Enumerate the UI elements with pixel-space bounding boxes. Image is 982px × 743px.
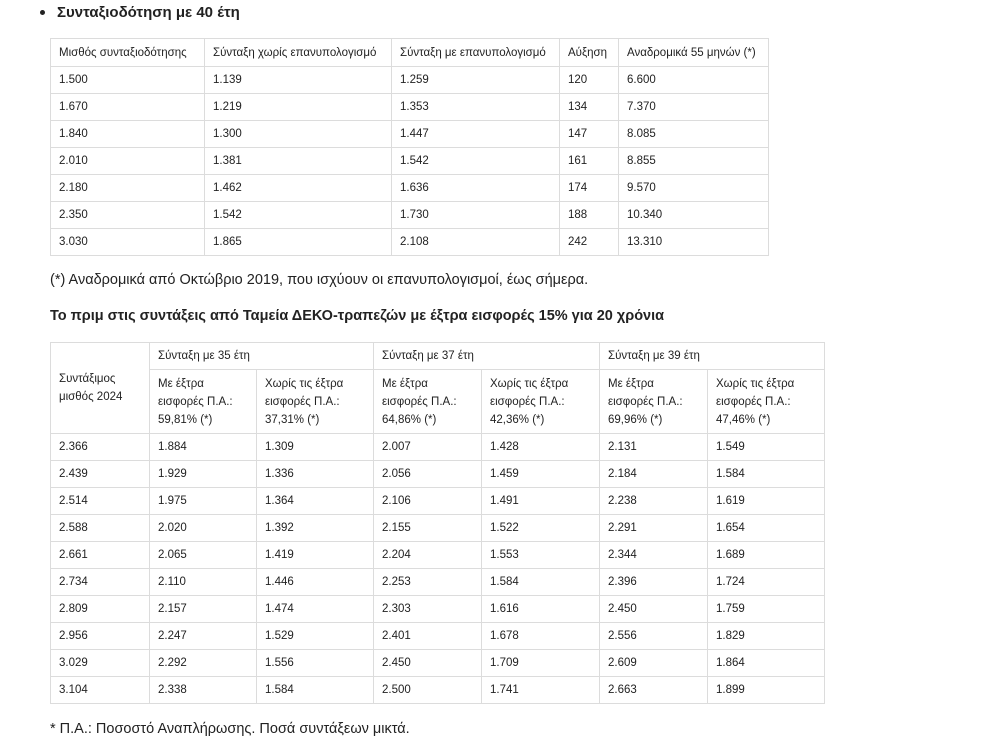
table-row — [51, 202, 769, 229]
table-row — [51, 569, 825, 596]
section2-heading: Το πριμ στις συντάξεις από Ταμεία ΔΕΚΟ-τραπεζών με έξτρα εισφορές 15% για 20 χρόνια — [50, 308, 665, 324]
table-cell: 8.085 — [619, 121, 769, 148]
table2-subheader — [374, 370, 482, 434]
table-cell: 1.139 — [205, 67, 392, 94]
table-cell: 1.884 — [150, 434, 257, 461]
table-cell: 1.678 — [482, 623, 600, 650]
table-row — [51, 67, 769, 94]
table-cell: 3.104 — [51, 677, 150, 704]
table-row — [51, 148, 769, 175]
table-cell: 1.975 — [150, 488, 257, 515]
table-cell: 1.670 — [51, 94, 205, 121]
table-row — [51, 461, 825, 488]
table-cell: 2.338 — [150, 677, 257, 704]
table-cell: 1.556 — [257, 650, 374, 677]
table-cell: 120 — [560, 67, 619, 94]
table-cell: 1.709 — [482, 650, 600, 677]
table2-subheader-row — [51, 370, 825, 434]
table-cell: 188 — [560, 202, 619, 229]
table-cell: 1.724 — [708, 569, 825, 596]
subheader-line: 59,81% (*) — [158, 413, 213, 426]
table-cell: 1.636 — [392, 175, 560, 202]
table2-subheader — [150, 370, 257, 434]
table-cell: 1.259 — [392, 67, 560, 94]
table-cell: 2.020 — [150, 515, 257, 542]
table-cell: 2.184 — [600, 461, 708, 488]
table-cell: 2.010 — [51, 148, 205, 175]
table2-group-header: Σύνταξη με 37 έτη — [374, 343, 600, 370]
table-cell: 1.899 — [708, 677, 825, 704]
table-cell: 2.663 — [600, 677, 708, 704]
table-cell: 2.366 — [51, 434, 150, 461]
table2-subheader — [600, 370, 708, 434]
table-cell: 1.730 — [392, 202, 560, 229]
table-cell: 2.007 — [374, 434, 482, 461]
table-row — [51, 596, 825, 623]
subheader-line: Χωρίς τις έξτρα — [265, 377, 344, 390]
table-cell: 2.809 — [51, 596, 150, 623]
table-cell: 1.529 — [257, 623, 374, 650]
table-row — [51, 175, 769, 202]
table1-header-row — [51, 39, 769, 67]
subheader-line: Με έξτρα — [608, 377, 654, 390]
table-cell: 2.401 — [374, 623, 482, 650]
table-row — [51, 515, 825, 542]
table-cell: 2.734 — [51, 569, 150, 596]
table-cell: 2.556 — [600, 623, 708, 650]
table-cell: 2.292 — [150, 650, 257, 677]
table-cell: 2.056 — [374, 461, 482, 488]
table-cell: 1.929 — [150, 461, 257, 488]
table-cell: 1.584 — [708, 461, 825, 488]
table-cell: 1.553 — [482, 542, 600, 569]
subheader-line: 47,46% (*) — [716, 413, 771, 426]
table-cell: 2.956 — [51, 623, 150, 650]
table1-header-cell: Σύνταξη χωρίς επανυπολογισμό — [205, 39, 392, 67]
table-cell: 8.855 — [619, 148, 769, 175]
table2-subheader — [708, 370, 825, 434]
table-cell: 1.542 — [205, 202, 392, 229]
table2-subheader — [482, 370, 600, 434]
table-cell: 1.336 — [257, 461, 374, 488]
section1-title: Συνταξιοδότηση με 40 έτη — [57, 4, 240, 21]
table-cell: 1.689 — [708, 542, 825, 569]
table-cell: 1.654 — [708, 515, 825, 542]
subheader-line: Με έξτρα — [158, 377, 204, 390]
table-cell: 2.291 — [600, 515, 708, 542]
table-cell: 2.500 — [374, 677, 482, 704]
table-cell: 1.459 — [482, 461, 600, 488]
table-cell: 242 — [560, 229, 619, 256]
table1-header-cell: Σύνταξη με επανυπολογισμό — [392, 39, 560, 67]
table-cell: 2.131 — [600, 434, 708, 461]
table-cell: 1.840 — [51, 121, 205, 148]
table-cell: 2.065 — [150, 542, 257, 569]
table-cell: 1.474 — [257, 596, 374, 623]
table-cell: 1.759 — [708, 596, 825, 623]
table-cell: 10.340 — [619, 202, 769, 229]
table-cell: 2.450 — [374, 650, 482, 677]
table-cell: 2.155 — [374, 515, 482, 542]
table-cell: 1.447 — [392, 121, 560, 148]
table2-group-header: Σύνταξη με 39 έτη — [600, 343, 825, 370]
table-cell: 2.514 — [51, 488, 150, 515]
table-row — [51, 677, 825, 704]
subheader-line: εισφορές Π.Α.: — [265, 395, 340, 408]
subheader-line: Χωρίς τις έξτρα — [716, 377, 795, 390]
subheader-line: 69,96% (*) — [608, 413, 663, 426]
subheader-line: εισφορές Π.Α.: — [716, 395, 791, 408]
deko-bank-pension-table — [50, 342, 825, 704]
table-cell: 174 — [560, 175, 619, 202]
table-cell: 2.157 — [150, 596, 257, 623]
table2-footnote: * Π.Α.: Ποσοστό Αναπλήρωσης. Ποσά συντάξεων μικτά. — [50, 721, 410, 737]
table-cell: 2.439 — [51, 461, 150, 488]
subheader-line: εισφορές Π.Α.: — [490, 395, 565, 408]
table-row — [51, 650, 825, 677]
table2-group-header: Σύνταξη με 35 έτη — [150, 343, 374, 370]
subheader-line: 37,31% (*) — [265, 413, 320, 426]
table-row — [51, 229, 769, 256]
table-cell: 2.253 — [374, 569, 482, 596]
section1-bullet — [40, 4, 240, 21]
table-cell: 2.609 — [600, 650, 708, 677]
table-cell: 1.491 — [482, 488, 600, 515]
table-cell: 1.542 — [392, 148, 560, 175]
subheader-line: Χωρίς τις έξτρα — [490, 377, 569, 390]
table-row — [51, 94, 769, 121]
table-cell: 2.204 — [374, 542, 482, 569]
table-cell: 1.446 — [257, 569, 374, 596]
table-cell: 2.450 — [600, 596, 708, 623]
table-cell: 1.584 — [257, 677, 374, 704]
table-cell: 1.300 — [205, 121, 392, 148]
table1-header-cell: Μισθός συνταξιοδότησης — [51, 39, 205, 67]
subheader-line: εισφορές Π.Α.: — [158, 395, 233, 408]
table1-header-cell: Αύξηση — [560, 39, 619, 67]
table-cell: 9.570 — [619, 175, 769, 202]
table-cell: 1.522 — [482, 515, 600, 542]
table-row — [51, 623, 825, 650]
subheader-line: 64,86% (*) — [382, 413, 437, 426]
table-cell: 2.110 — [150, 569, 257, 596]
table-cell: 1.500 — [51, 67, 205, 94]
table-cell: 1.219 — [205, 94, 392, 121]
table-cell: 1.381 — [205, 148, 392, 175]
subheader-line: εισφορές Π.Α.: — [608, 395, 683, 408]
table-cell: 2.247 — [150, 623, 257, 650]
table-row — [51, 488, 825, 515]
table-cell: 2.238 — [600, 488, 708, 515]
table-cell: 1.364 — [257, 488, 374, 515]
table-cell: 1.309 — [257, 434, 374, 461]
table-cell: 1.616 — [482, 596, 600, 623]
subheader-line: Με έξτρα — [382, 377, 428, 390]
table-cell: 1.865 — [205, 229, 392, 256]
subheader-line: εισφορές Π.Α.: — [382, 395, 457, 408]
table-cell: 1.549 — [708, 434, 825, 461]
bullet-dot-icon — [40, 10, 45, 15]
table-cell: 2.396 — [600, 569, 708, 596]
table-cell: 1.462 — [205, 175, 392, 202]
table-cell: 1.392 — [257, 515, 374, 542]
subheader-line: 42,36% (*) — [490, 413, 545, 426]
table-cell: 1.864 — [708, 650, 825, 677]
table-cell: 1.584 — [482, 569, 600, 596]
table-cell: 2.180 — [51, 175, 205, 202]
table-cell: 2.344 — [600, 542, 708, 569]
table1-header-cell: Αναδρομικά 55 μηνών (*) — [619, 39, 769, 67]
table-cell: 3.030 — [51, 229, 205, 256]
table2-subheader — [257, 370, 374, 434]
table-cell: 1.419 — [257, 542, 374, 569]
table-cell: 1.619 — [708, 488, 825, 515]
table-cell: 161 — [560, 148, 619, 175]
table-cell: 2.106 — [374, 488, 482, 515]
table-cell: 2.661 — [51, 542, 150, 569]
row-header-line: μισθός 2024 — [59, 391, 123, 403]
table-cell: 13.310 — [619, 229, 769, 256]
table-row — [51, 542, 825, 569]
table2-group-header-row — [51, 343, 825, 370]
table-row — [51, 434, 825, 461]
table1-footnote: (*) Αναδρομικά από Οκτώβριο 2019, που ισχύουν οι επανυπολογισμοί, έως σήμερα. — [50, 272, 589, 288]
table-row — [51, 121, 769, 148]
table-cell: 2.588 — [51, 515, 150, 542]
table-cell: 134 — [560, 94, 619, 121]
table-cell: 7.370 — [619, 94, 769, 121]
table-cell: 2.350 — [51, 202, 205, 229]
table-cell: 6.600 — [619, 67, 769, 94]
table-cell: 1.741 — [482, 677, 600, 704]
table-cell: 2.108 — [392, 229, 560, 256]
table-cell: 1.353 — [392, 94, 560, 121]
table-cell: 147 — [560, 121, 619, 148]
table-cell: 1.428 — [482, 434, 600, 461]
row-header-line: Συντάξιμος — [59, 373, 116, 385]
table-cell: 1.829 — [708, 623, 825, 650]
table2-row-header — [51, 343, 150, 434]
table-cell: 2.303 — [374, 596, 482, 623]
pension-40-years-table — [50, 38, 769, 256]
table-cell: 3.029 — [51, 650, 150, 677]
